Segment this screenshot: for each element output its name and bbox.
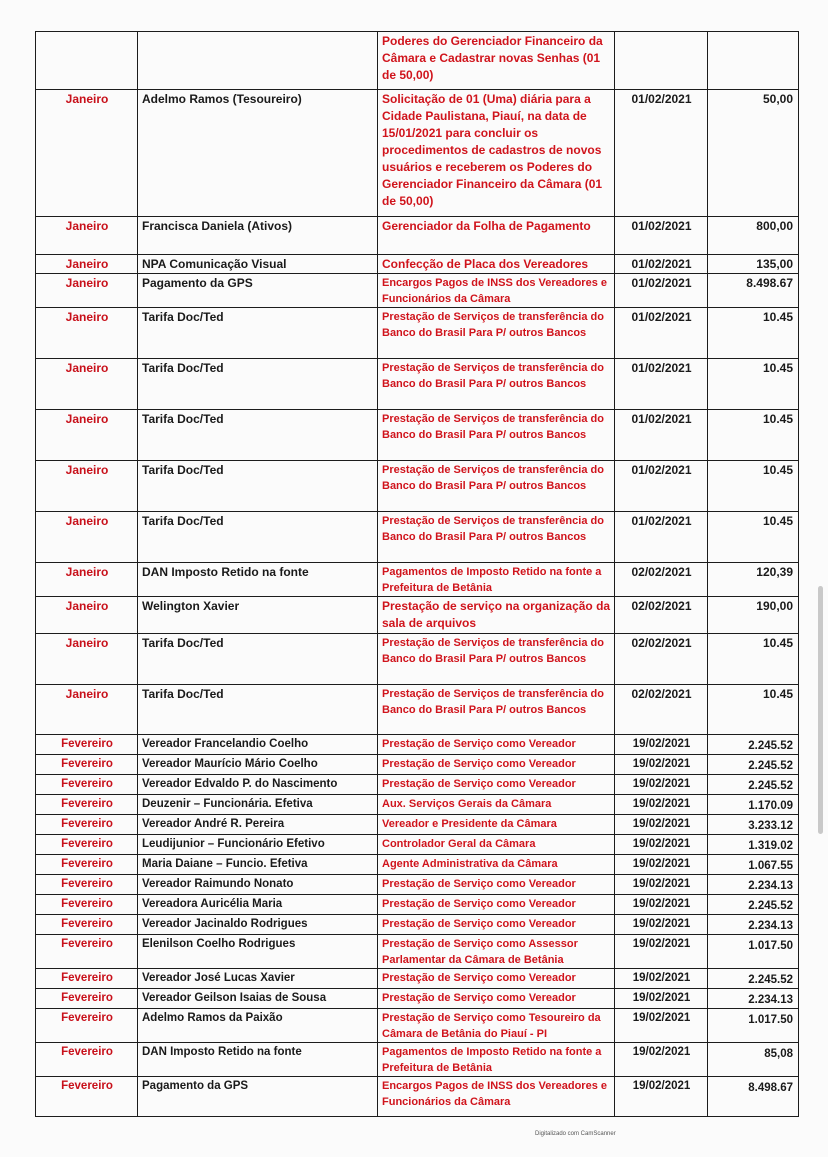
value-cell: 50,00 — [708, 90, 799, 217]
description-cell: Prestação de Serviços de transferência do Banco do Brasil Para P/ outros Bancos — [378, 410, 615, 461]
name-cell: Vereador Maurício Mário Coelho — [138, 755, 378, 775]
date-cell: 01/02/2021 — [615, 461, 708, 512]
description-cell: Prestação de Serviço como Tesoureiro da Câmara de Betânia do Piauí - PI — [378, 1009, 615, 1043]
scanner-watermark: Digitalizado com CamScanner — [535, 1131, 616, 1137]
date-cell: 01/02/2021 — [615, 274, 708, 308]
value-cell: 10.45 — [708, 308, 799, 359]
month-cell: Janeiro — [36, 685, 138, 735]
name-cell: Tarifa Doc/Ted — [138, 410, 378, 461]
month-cell: Fevereiro — [36, 815, 138, 835]
value-cell: 85,08 — [708, 1043, 799, 1077]
scrollbar[interactable] — [818, 586, 823, 834]
month-cell: Janeiro — [36, 308, 138, 359]
table-row — [36, 895, 799, 915]
description-cell: Pagamentos de Imposto Retido na fonte a Prefeitura de Betânia — [378, 563, 615, 597]
month-cell: Fevereiro — [36, 835, 138, 855]
month-cell: Janeiro — [36, 217, 138, 255]
table-row — [36, 989, 799, 1009]
month-cell: Fevereiro — [36, 1009, 138, 1043]
value-cell: 8.498.67 — [708, 274, 799, 308]
month-cell: Janeiro — [36, 255, 138, 274]
name-cell: Adelmo Ramos da Paixão — [138, 1009, 378, 1043]
name-cell: Vereador Jacinaldo Rodrigues — [138, 915, 378, 935]
name-cell: Maria Daiane – Funcio. Efetiva — [138, 855, 378, 875]
name-cell: Vereador Geilson Isaias de Sousa — [138, 989, 378, 1009]
table-row — [36, 685, 799, 735]
value-cell: 1.017.50 — [708, 935, 799, 969]
description-cell: Controlador Geral da Câmara — [378, 835, 615, 855]
date-cell: 01/02/2021 — [615, 217, 708, 255]
value-cell: 10.45 — [708, 359, 799, 410]
name-cell: Vereador Edvaldo P. do Nascimento — [138, 775, 378, 795]
value-cell: 2.245.52 — [708, 755, 799, 775]
month-cell: Janeiro — [36, 461, 138, 512]
value-cell: 800,00 — [708, 217, 799, 255]
description-cell: Agente Administrativa da Câmara — [378, 855, 615, 875]
date-cell: 01/02/2021 — [615, 90, 708, 217]
description-cell: Prestação de Serviço como Vereador — [378, 755, 615, 775]
description-cell: Prestação de Serviço como Vereador — [378, 969, 615, 989]
date-cell: 19/02/2021 — [615, 969, 708, 989]
date-cell: 19/02/2021 — [615, 835, 708, 855]
description-cell: Prestação de Serviços de transferência do Banco do Brasil Para P/ outros Bancos — [378, 512, 615, 563]
name-cell: Pagamento da GPS — [138, 1077, 378, 1117]
description-cell: Solicitação de 01 (Uma) diária para a Cidade Paulistana, Piauí, na data de 15/01/2021 para concluir os procedimentos de cadastros de novos usuários e receberem os Poderes do Gerenciador Financeiro da Câmara (01 de 50,00) — [378, 90, 615, 217]
table-row — [36, 735, 799, 755]
value-cell: 1.017.50 — [708, 1009, 799, 1043]
name-cell: Leudijunior – Funcionário Efetivo — [138, 835, 378, 855]
name-cell: Tarifa Doc/Ted — [138, 634, 378, 685]
value-cell: 190,00 — [708, 597, 799, 634]
table-row — [36, 410, 799, 461]
table-row — [36, 775, 799, 795]
table-row — [36, 755, 799, 775]
table-row — [36, 512, 799, 563]
description-cell: Encargos Pagos de INSS dos Vereadores e Funcionários da Câmara — [378, 274, 615, 308]
date-cell: 19/02/2021 — [615, 935, 708, 969]
month-cell: Fevereiro — [36, 775, 138, 795]
value-cell: 2.234.13 — [708, 915, 799, 935]
date-cell: 19/02/2021 — [615, 735, 708, 755]
name-cell: Vereador Francelandio Coelho — [138, 735, 378, 755]
date-cell: 19/02/2021 — [615, 775, 708, 795]
table-row — [36, 875, 799, 895]
month-cell: Fevereiro — [36, 915, 138, 935]
name-cell: Vereador André R. Pereira — [138, 815, 378, 835]
table-row — [36, 32, 799, 90]
description-cell: Prestação de Serviços de transferência do Banco do Brasil Para P/ outros Bancos — [378, 634, 615, 685]
table-row — [36, 90, 799, 217]
value-cell: 1.067.55 — [708, 855, 799, 875]
month-cell: Janeiro — [36, 359, 138, 410]
date-cell: 02/02/2021 — [615, 685, 708, 735]
month-cell: Fevereiro — [36, 1043, 138, 1077]
name-cell: Vereadora Auricélia Maria — [138, 895, 378, 915]
name-cell: Elenilson Coelho Rodrigues — [138, 935, 378, 969]
date-cell: 19/02/2021 — [615, 1077, 708, 1117]
month-cell: Janeiro — [36, 563, 138, 597]
name-cell: Vereador Raimundo Nonato — [138, 875, 378, 895]
date-cell: 01/02/2021 — [615, 255, 708, 274]
date-cell: 19/02/2021 — [615, 1009, 708, 1043]
name-cell: DAN Imposto Retido na fonte — [138, 563, 378, 597]
month-cell: Janeiro — [36, 512, 138, 563]
expense-table — [35, 31, 799, 1117]
value-cell: 1.319.02 — [708, 835, 799, 855]
name-cell: Pagamento da GPS — [138, 274, 378, 308]
table-row — [36, 935, 799, 969]
name-cell: NPA Comunicação Visual — [138, 255, 378, 274]
description-cell: Prestação de Serviços de transferência do Banco do Brasil Para P/ outros Bancos — [378, 685, 615, 735]
month-cell: Fevereiro — [36, 875, 138, 895]
date-cell: 02/02/2021 — [615, 563, 708, 597]
month-cell: Fevereiro — [36, 935, 138, 969]
date-cell: 01/02/2021 — [615, 359, 708, 410]
table-row — [36, 597, 799, 634]
description-cell: Prestação de Serviço como Vereador — [378, 915, 615, 935]
description-cell: Encargos Pagos de INSS dos Vereadores e Funcionários da Câmara — [378, 1077, 615, 1117]
date-cell: 19/02/2021 — [615, 795, 708, 815]
description-cell: Poderes do Gerenciador Financeiro da Câmara e Cadastrar novas Senhas (01 de 50,00) — [378, 32, 615, 90]
description-cell: Prestação de Serviços de transferência do Banco do Brasil Para P/ outros Bancos — [378, 461, 615, 512]
date-cell: 19/02/2021 — [615, 875, 708, 895]
table-row — [36, 1077, 799, 1117]
description-cell: Prestação de serviço na organização da sala de arquivos — [378, 597, 615, 634]
month-cell: Janeiro — [36, 90, 138, 217]
month-cell: Janeiro — [36, 597, 138, 634]
date-cell: 02/02/2021 — [615, 634, 708, 685]
value-cell: 10.45 — [708, 634, 799, 685]
name-cell: Deuzenir – Funcionária. Efetiva — [138, 795, 378, 815]
name-cell: Tarifa Doc/Ted — [138, 308, 378, 359]
description-cell: Prestação de Serviços de transferência do Banco do Brasil Para P/ outros Bancos — [378, 308, 615, 359]
description-cell: Prestação de Serviço como Vereador — [378, 875, 615, 895]
value-cell: 2.234.13 — [708, 875, 799, 895]
description-cell: Prestação de Serviço como Assessor Parlamentar da Câmara de Betânia — [378, 935, 615, 969]
table-row — [36, 969, 799, 989]
table-row — [36, 915, 799, 935]
table-row — [36, 308, 799, 359]
description-cell: Prestação de Serviço como Vereador — [378, 895, 615, 915]
month-cell — [36, 32, 138, 90]
value-cell: 10.45 — [708, 512, 799, 563]
table-row — [36, 795, 799, 815]
table-row — [36, 274, 799, 308]
description-cell: Aux. Serviços Gerais da Câmara — [378, 795, 615, 815]
date-cell: 19/02/2021 — [615, 1043, 708, 1077]
month-cell: Janeiro — [36, 410, 138, 461]
name-cell: Adelmo Ramos (Tesoureiro) — [138, 90, 378, 217]
value-cell: 2.245.52 — [708, 735, 799, 755]
date-cell: 19/02/2021 — [615, 989, 708, 1009]
description-cell: Pagamentos de Imposto Retido na fonte a Prefeitura de Betânia — [378, 1043, 615, 1077]
table-row — [36, 835, 799, 855]
name-cell: Tarifa Doc/Ted — [138, 461, 378, 512]
date-cell — [615, 32, 708, 90]
table-row — [36, 217, 799, 255]
date-cell: 01/02/2021 — [615, 410, 708, 461]
value-cell: 120,39 — [708, 563, 799, 597]
date-cell: 02/02/2021 — [615, 597, 708, 634]
table-row — [36, 255, 799, 274]
name-cell — [138, 32, 378, 90]
date-cell: 19/02/2021 — [615, 815, 708, 835]
value-cell: 1.170.09 — [708, 795, 799, 815]
value-cell: 10.45 — [708, 461, 799, 512]
value-cell: 8.498.67 — [708, 1077, 799, 1117]
table-row — [36, 1043, 799, 1077]
name-cell: Tarifa Doc/Ted — [138, 685, 378, 735]
description-cell: Prestação de Serviço como Vereador — [378, 735, 615, 755]
name-cell: Tarifa Doc/Ted — [138, 359, 378, 410]
description-cell: Prestação de Serviço como Vereador — [378, 989, 615, 1009]
value-cell: 10.45 — [708, 410, 799, 461]
name-cell: Francisca Daniela (Ativos) — [138, 217, 378, 255]
month-cell: Janeiro — [36, 274, 138, 308]
month-cell: Fevereiro — [36, 989, 138, 1009]
table-row — [36, 359, 799, 410]
date-cell: 01/02/2021 — [615, 512, 708, 563]
date-cell: 19/02/2021 — [615, 895, 708, 915]
expense-table-body — [36, 32, 799, 1117]
month-cell: Fevereiro — [36, 735, 138, 755]
value-cell: 3.233.12 — [708, 815, 799, 835]
name-cell: Tarifa Doc/Ted — [138, 512, 378, 563]
value-cell: 2.245.52 — [708, 775, 799, 795]
month-cell: Fevereiro — [36, 1077, 138, 1117]
name-cell: DAN Imposto Retido na fonte — [138, 1043, 378, 1077]
date-cell: 19/02/2021 — [615, 915, 708, 935]
month-cell: Fevereiro — [36, 969, 138, 989]
month-cell: Fevereiro — [36, 795, 138, 815]
description-cell: Gerenciador da Folha de Pagamento — [378, 217, 615, 255]
value-cell: 2.234.13 — [708, 989, 799, 1009]
table-row — [36, 1009, 799, 1043]
description-cell: Confecção de Placa dos Vereadores — [378, 255, 615, 274]
month-cell: Fevereiro — [36, 855, 138, 875]
month-cell: Janeiro — [36, 634, 138, 685]
table-row — [36, 563, 799, 597]
value-cell: 2.245.52 — [708, 895, 799, 915]
month-cell: Fevereiro — [36, 755, 138, 775]
date-cell: 19/02/2021 — [615, 855, 708, 875]
table-row — [36, 855, 799, 875]
date-cell: 01/02/2021 — [615, 308, 708, 359]
value-cell: 10.45 — [708, 685, 799, 735]
description-cell: Prestação de Serviços de transferência do Banco do Brasil Para P/ outros Bancos — [378, 359, 615, 410]
value-cell — [708, 32, 799, 90]
value-cell: 135,00 — [708, 255, 799, 274]
description-cell: Vereador e Presidente da Câmara — [378, 815, 615, 835]
table-row — [36, 815, 799, 835]
table-row — [36, 634, 799, 685]
description-cell: Prestação de Serviço como Vereador — [378, 775, 615, 795]
month-cell: Fevereiro — [36, 895, 138, 915]
date-cell: 19/02/2021 — [615, 755, 708, 775]
name-cell: Vereador José Lucas Xavier — [138, 969, 378, 989]
table-row — [36, 461, 799, 512]
value-cell: 2.245.52 — [708, 969, 799, 989]
name-cell: Welington Xavier — [138, 597, 378, 634]
